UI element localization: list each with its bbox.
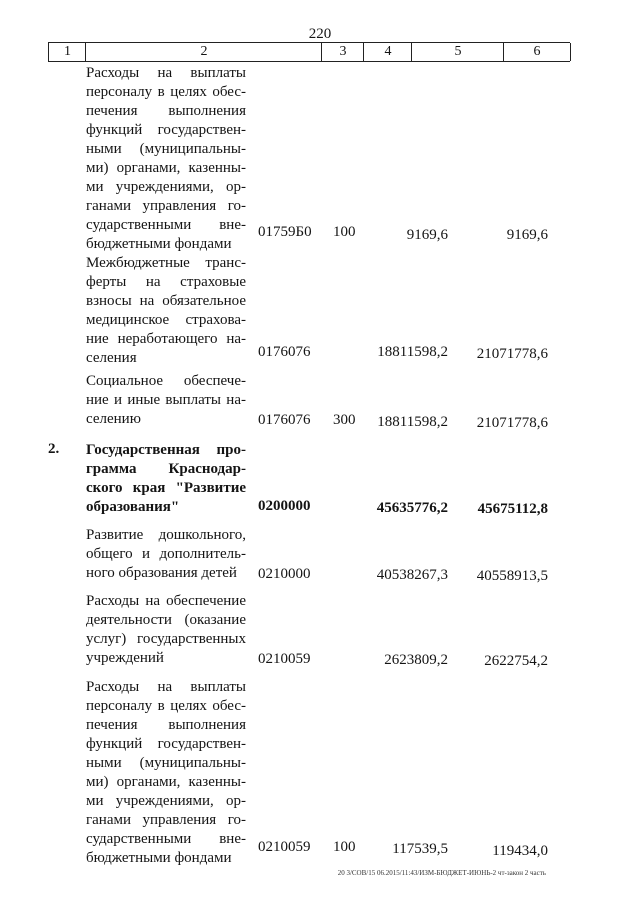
row-6-sum-2016: 2622754,2	[484, 653, 548, 669]
row-3-description: Социальное обеспечение и иные выплаты населению	[86, 373, 246, 427]
row-3-code: 0176076	[258, 412, 311, 428]
row-5-description: Развитие дошкольного, общего и дополнительного образования детей	[86, 527, 246, 581]
header-col-1: 1	[48, 43, 86, 61]
row-1-code: 01759Б0	[258, 224, 312, 240]
row-3-expense-type: 300	[333, 412, 356, 428]
header-col-4: 4	[363, 43, 412, 61]
row-6-description: Расходы на обеспечение деятельности (оказание услуг) государственных учреждений	[86, 593, 246, 666]
row-2-code: 0176076	[258, 344, 311, 360]
header-col-3: 3	[321, 43, 364, 61]
row-3-sum-2016: 21071778,6	[476, 415, 548, 431]
row-1-expense-type: 100	[333, 224, 356, 240]
row-5-sum-2016: 40558913,5	[476, 568, 548, 584]
table-header	[48, 42, 570, 62]
row-5-sum-2015: 40538267,3	[376, 567, 448, 583]
row-6-code: 0210059	[258, 651, 311, 667]
header-col-6: 6	[503, 43, 571, 61]
row-7-description: Расходы на выплаты персоналу в целях обеспечения выполнения функций государственными (муниципальными) органами, казенными учреждениями, органами управления государственными внебюджетными фондами	[86, 679, 246, 866]
document-footer: 20 3/СОВ/15 06.2015/11:43/ИЗМ-БЮДЖЕТ-ИЮНЬ-2 чт-закон 2 часть	[337, 869, 546, 877]
header-col-2: 2	[85, 43, 322, 61]
row-3-sum-2015: 18811598,2	[377, 414, 448, 430]
header-col-5: 5	[411, 43, 504, 61]
row-1-sum-2015: 9169,6	[406, 227, 448, 243]
row-6-sum-2015: 2623809,2	[384, 652, 448, 668]
row-7-expense-type: 100	[333, 839, 356, 855]
row-4-description: Государственная программа Краснодарского края "Развитие образования"	[86, 442, 246, 515]
row-2-description: Межбюджетные трансферты на страховые взносы на обязательное медицинское страхование неработающего населения	[86, 255, 246, 366]
row-2-sum-2015: 18811598,2	[377, 344, 448, 360]
page-number: 220	[308, 26, 332, 42]
row-7-sum-2015: 117539,5	[392, 841, 448, 857]
row-4-sum-2016: 45675112,8	[477, 501, 548, 517]
row-4-sum-2015: 45635776,2	[376, 500, 448, 516]
row-1-description: Расходы на выплаты персоналу в целях обеспечения выполнения функций государственными (муниципальными) органами, казенными учреждениями, органами управления государственными внебюджетными фондами	[86, 65, 246, 252]
row-1-sum-2016: 9169,6	[506, 227, 548, 243]
row-2-sum-2016: 21071778,6	[476, 346, 548, 362]
row-7-sum-2016: 119434,0	[492, 843, 548, 859]
row-5-code: 0210000	[258, 566, 311, 582]
row-4-number: 2.	[48, 441, 60, 457]
row-4-code: 0200000	[258, 498, 311, 514]
row-7-code: 0210059	[258, 839, 311, 855]
